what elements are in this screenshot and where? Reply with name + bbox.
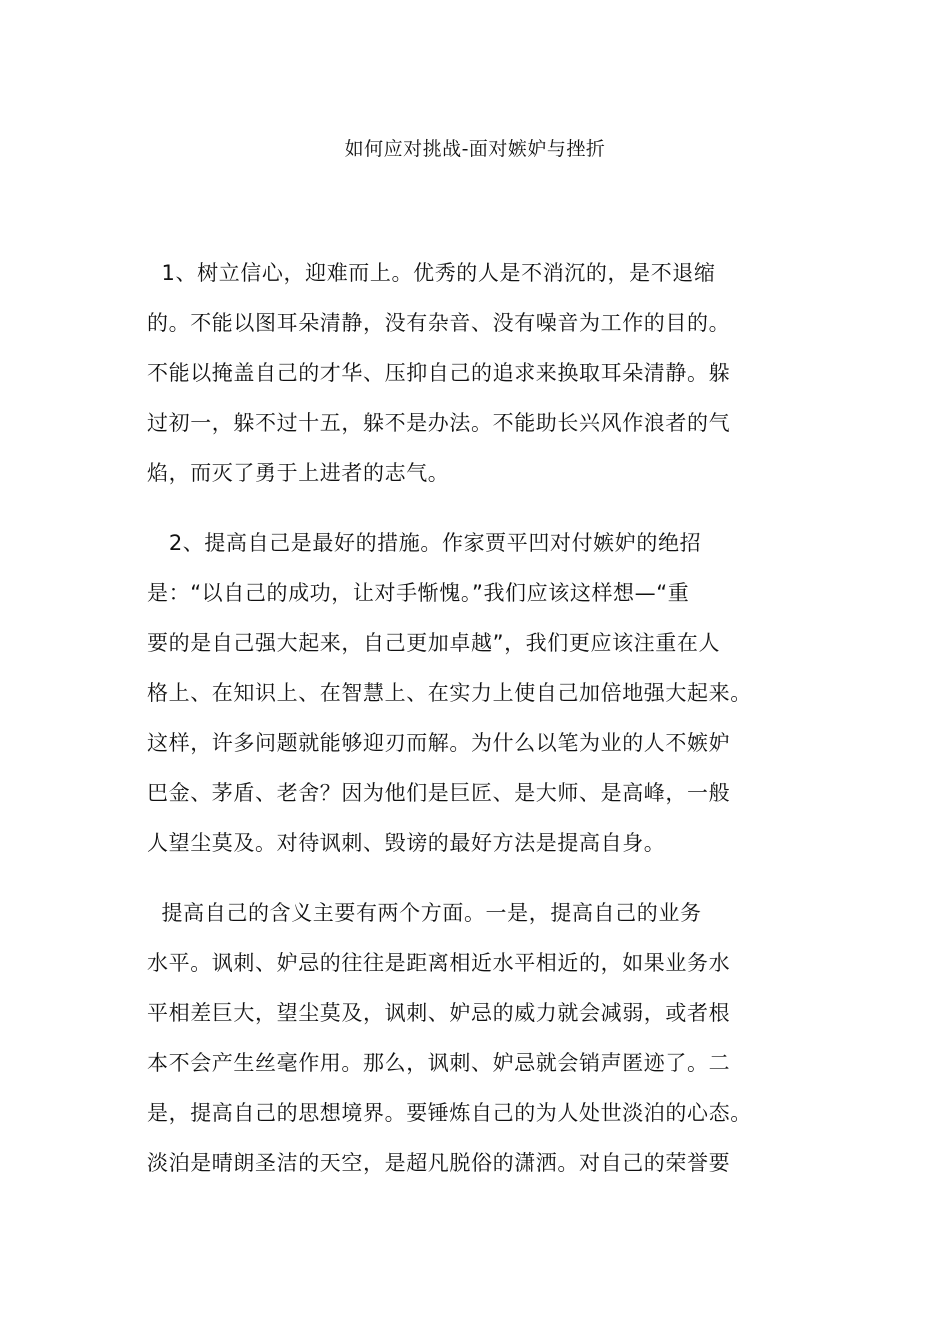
paragraph-1: [147, 248, 812, 498]
paragraph-3: [147, 888, 812, 1188]
paragraph-line: 不能以掩盖自己的才华、压抑自己的追求来换取耳朵清静。躲: [147, 361, 731, 385]
paragraph-line: 2、提高自己是最好的措施。作家贾平凹对付嫉妒的绝招: [147, 531, 702, 555]
paragraph-line: 是，提高自己的思想境界。要锤炼自己的为人处世淡泊的心态。: [147, 1101, 752, 1125]
paragraph-line: 是：“以自己的成功，让对手惭愧。”我们应该这样想—“重: [147, 581, 690, 605]
document-title: 如何应对挑战-面对嫉妒与挫折: [344, 138, 606, 160]
paragraph-line: 1、树立信心，迎难而上。优秀的人是不消沉的，是不退缩: [147, 261, 716, 285]
paragraph-line: 格上、在知识上、在智慧上、在实力上使自己加倍地强大起来。: [147, 681, 752, 705]
paragraph-line: 本不会产生丝毫作用。那么，讽刺、妒忌就会销声匿迹了。二: [147, 1051, 731, 1075]
paragraph-line: 这样，许多问题就能够迎刃而解。为什么以笔为业的人不嫉妒: [147, 731, 731, 755]
paragraph-line: 过初一，躲不过十五，躲不是办法。不能助长兴风作浪者的气: [147, 411, 731, 435]
paragraph-line: 焰，而灭了勇于上进者的志气。: [147, 461, 450, 485]
paragraph-line: 提高自己的含义主要有两个方面。一是，提高自己的业务: [147, 901, 702, 925]
paragraph-line: 的。不能以图耳朵清静，没有杂音、没有噪音为工作的目的。: [147, 311, 731, 335]
paragraph-line: 平相差巨大，望尘莫及，讽刺、妒忌的威力就会减弱，或者根: [147, 1001, 731, 1025]
paragraph-line: 要的是自己强大起来，自己更加卓越”，我们更应该注重在人: [147, 631, 721, 655]
paragraph-line: 淡泊是晴朗圣洁的天空，是超凡脱俗的潇洒。对自己的荣誉要: [147, 1151, 731, 1175]
paragraph-line: 巴金、茅盾、老舍？因为他们是巨匠、是大师、是高峰，一般: [147, 781, 731, 805]
paragraph-2: [147, 518, 812, 868]
paragraph-line: 水平。讽刺、妒忌的往往是距离相近水平相近的，如果业务水: [147, 951, 731, 975]
paragraph-line: 人望尘莫及。对待讽刺、毁谤的最好方法是提高自身。: [147, 831, 666, 855]
